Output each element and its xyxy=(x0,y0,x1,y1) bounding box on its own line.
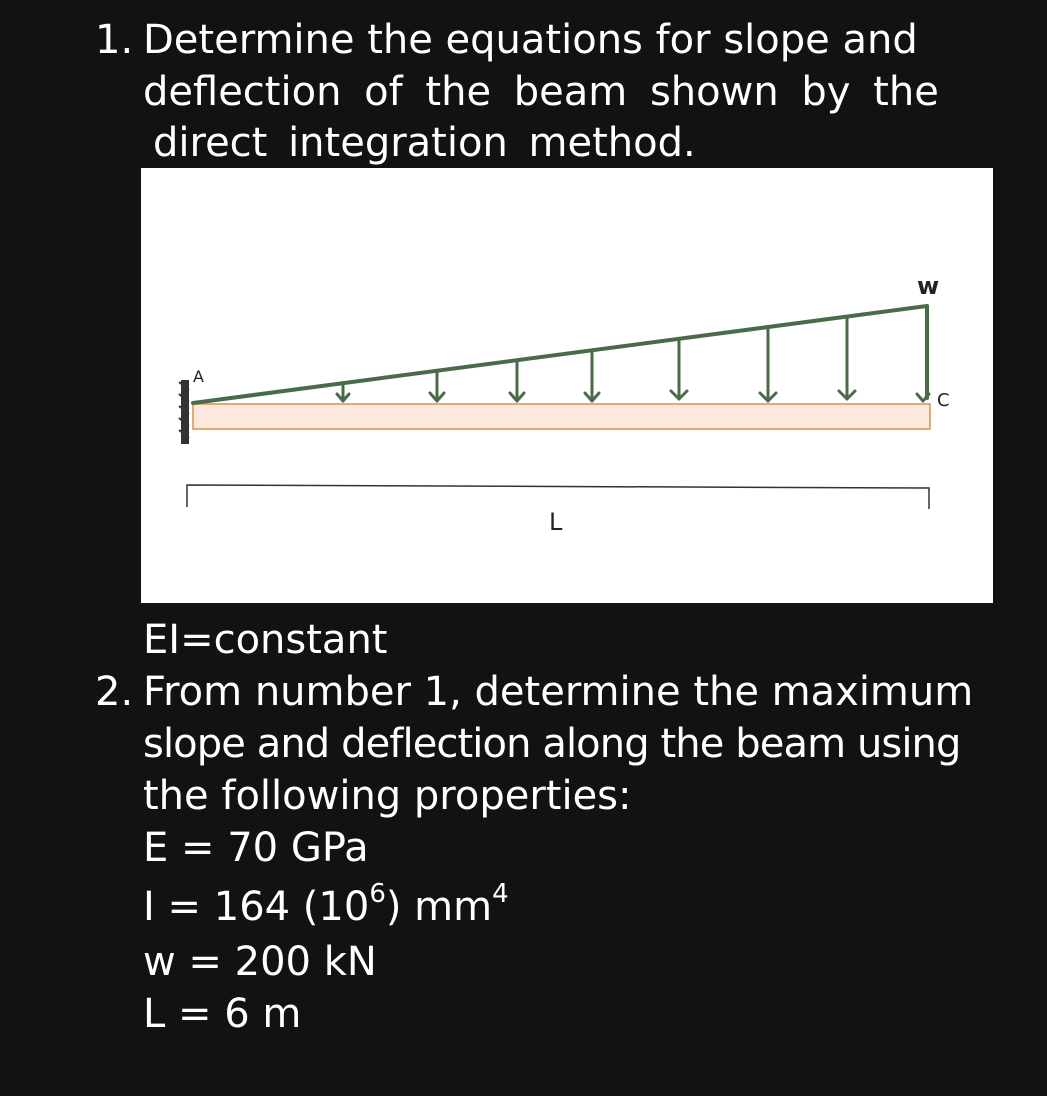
beam-diagram xyxy=(141,168,993,603)
problem-1-line-2: deflection of the beam shown by the xyxy=(143,69,939,115)
load-arrow-1 xyxy=(337,386,349,401)
label-l: L xyxy=(549,508,563,536)
problem-1-line-1: Determine the equations for slope and xyxy=(143,17,918,63)
beam-figure xyxy=(141,168,993,603)
problem-1-line-3: direct integration method. xyxy=(153,120,696,166)
label-c: C xyxy=(937,390,950,411)
problem-2-line-1: From number 1, determine the maximum xyxy=(143,669,974,715)
fixed-support xyxy=(179,380,189,444)
label-w: w xyxy=(917,272,940,300)
load-arrow-7 xyxy=(839,318,855,399)
label-a: A xyxy=(193,367,204,386)
load-arrow-2 xyxy=(430,373,444,401)
problem-2-number: 2. xyxy=(95,669,134,715)
load-arrow-5 xyxy=(671,341,687,399)
property-i-unit-exponent: 4 xyxy=(492,878,509,909)
property-i-unit: ) mm xyxy=(385,884,493,930)
property-i-exponent: 6 xyxy=(369,878,386,909)
dimension-line xyxy=(187,485,929,509)
property-i xyxy=(143,878,509,932)
property-i-base: I = 164 (10 xyxy=(143,884,370,930)
load-arrow-3 xyxy=(510,362,524,401)
triangular-load xyxy=(193,306,927,403)
property-w: w = 200 kN xyxy=(143,939,377,985)
problem-1-number: 1. xyxy=(95,17,134,63)
load-arrow-6 xyxy=(760,329,776,401)
property-l: L = 6 m xyxy=(143,991,302,1037)
beam xyxy=(193,404,930,429)
load-arrow-4 xyxy=(585,352,599,401)
problem-2-line-2: slope and deflection along the beam using xyxy=(143,721,961,767)
property-e: E = 70 GPa xyxy=(143,825,369,871)
problem-2-line-3: the following properties: xyxy=(143,773,632,819)
ei-constant-note: EI=constant xyxy=(143,617,388,663)
